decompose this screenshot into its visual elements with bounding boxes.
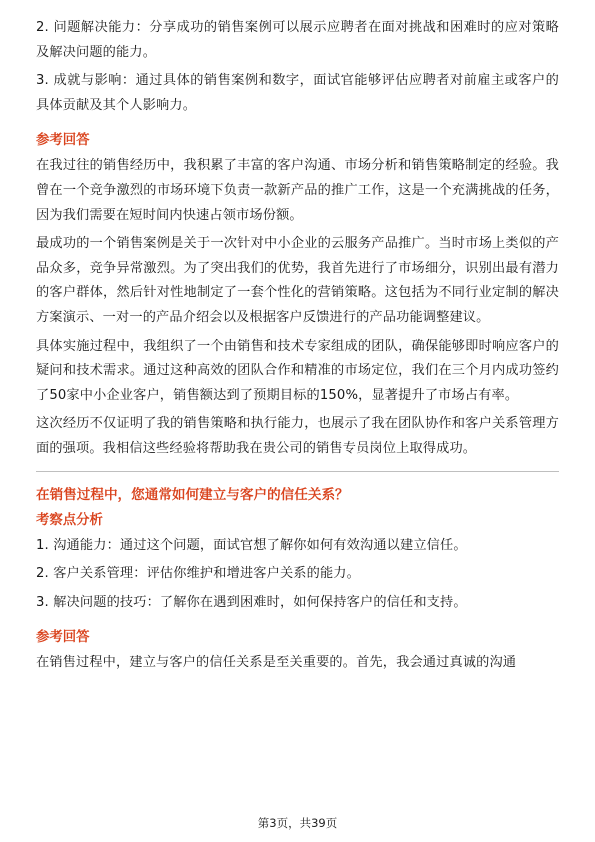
answer-paragraph: 具体实施过程中，我组织了一个由销售和技术专家组成的团队，确保能够即时响应客户的疑问和技术需求。通过这种高效的团队合作和精准的市场定位，我们在三个月内成功签约了50家中小企业客户，销售额达到了预期目标的150%，显著提升了市场占有率。 [36,338,559,403]
reference-answer-heading: 参考回答 [36,630,90,646]
analysis-point: 1. 沟通能力：通过这个问题，面试官想了解你如何有效沟通以建立信任。 [36,537,467,553]
answer-paragraph: 在我过往的销售经历中，我积累了丰富的客户沟通、市场分析和销售策略制定的经验。我曾在一个竞争激烈的市场环境下负责一款新产品的推广工作，这是一个充满挑战的任务，因为我们需要在短时间内快速占领市场份额。 [36,158,559,223]
answer-paragraph: 这次经历不仅证明了我的销售策略和执行能力，也展示了我在团队协作和客户关系管理方面的强项。我相信这些经验将帮助我在贵公司的销售专员岗位上取得成功。 [36,416,559,456]
answer-paragraph: 在销售过程中，建立与客户的信任关系是至关重要的。首先，我会通过真诚的沟通 [36,655,517,671]
point-achievement: 3. 成就与影响：通过具体的销售案例和数字，面试官能够评估应聘者对前雇主或客户的具体贡献及其个人影响力。 [36,73,559,113]
analysis-heading: 考察点分析 [36,512,103,528]
point-problem-solving: 2. 问题解决能力：分享成功的销售案例可以展示应聘者在面对挑战和困难时的应对策略及解决问题的能力。 [36,20,559,60]
reference-answer-heading: 参考回答 [36,133,90,149]
analysis-point: 3. 解决问题的技巧：了解你在遇到困难时，如何保持客户的信任和支持。 [36,594,467,610]
question-heading: 在销售过程中，您通常如何建立与客户的信任关系？ [36,486,349,503]
page-number: 第3页，共39页 [257,816,338,830]
section-divider [36,471,559,472]
document-page [36,16,559,680]
analysis-point: 2. 客户关系管理：评估你维护和增进客户关系的能力。 [36,566,360,582]
answer-paragraph: 最成功的一个销售案例是关于一次针对中小企业的云服务产品推广。当时市场上类似的产品众多，竞争异常激烈。为了突出我们的优势，我首先进行了市场细分，识别出最有潜力的客户群体，然后针对性地制定了一套个性化的营销策略。这包括为不同行业定制的解决方案演示、一对一的产品介绍会以及根据客户反馈进行的产品功能调整建议。 [36,236,559,325]
